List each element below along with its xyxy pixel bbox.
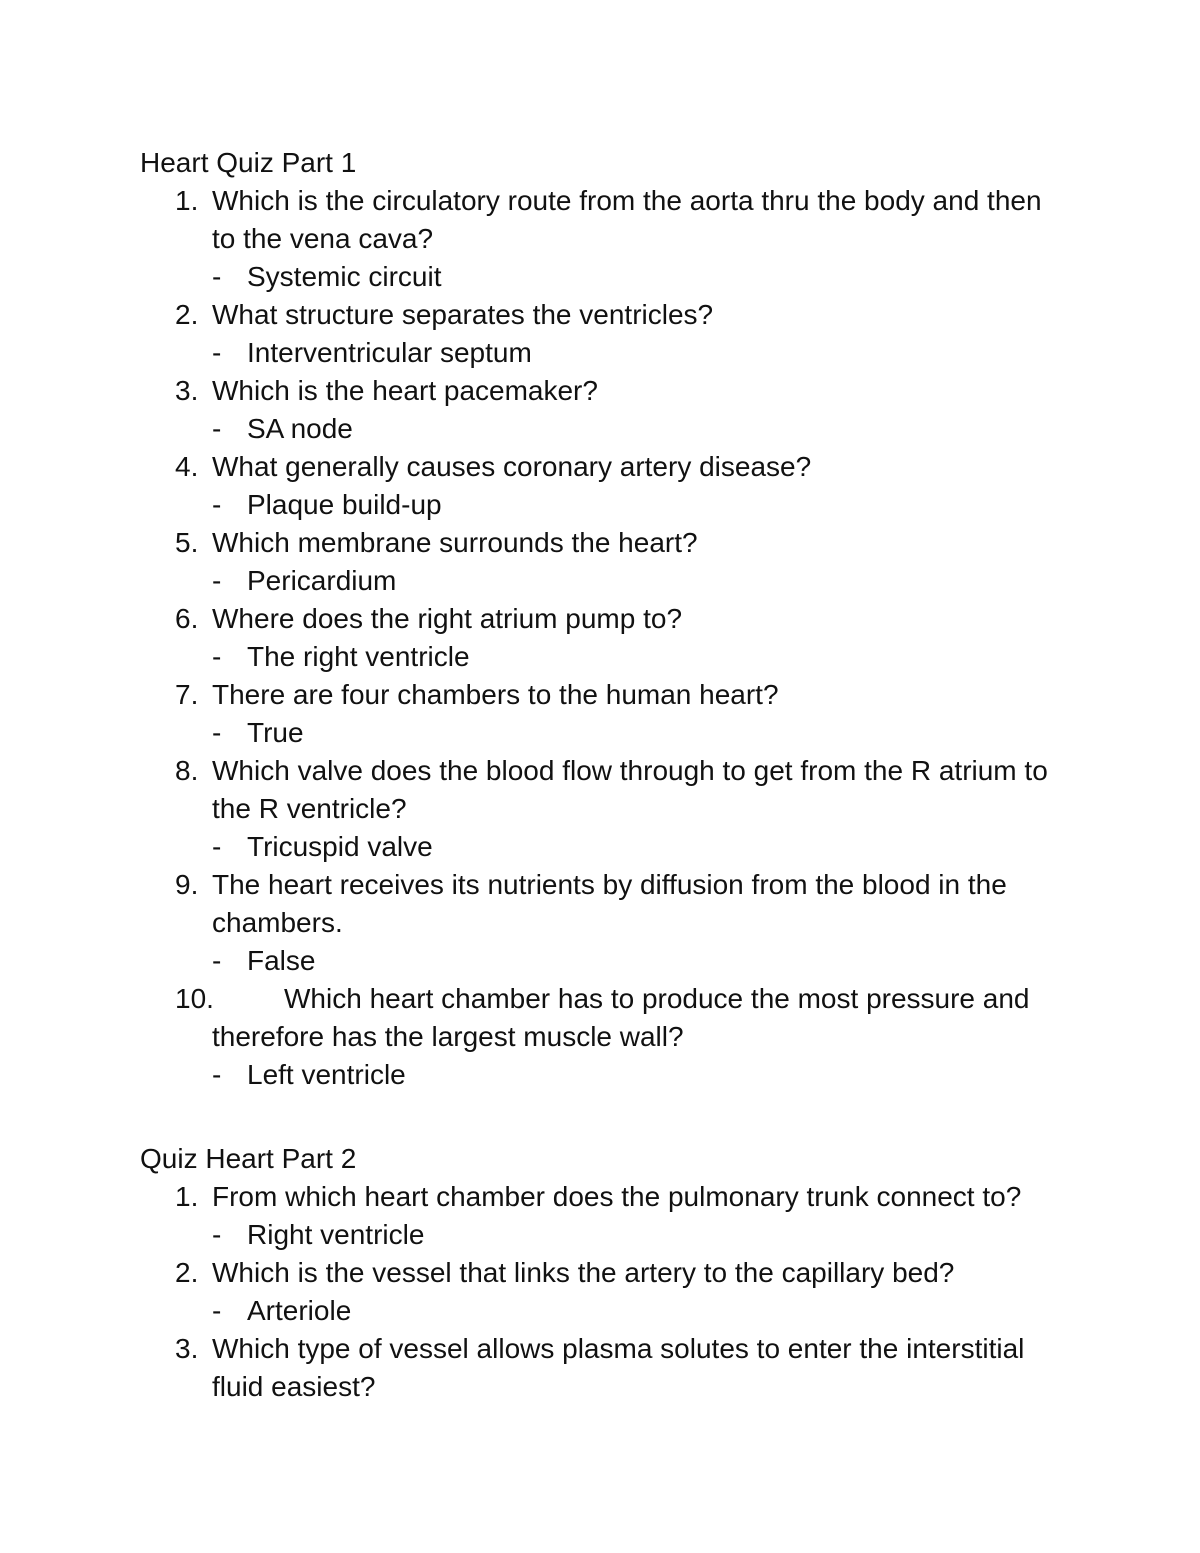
question-item [140, 372, 1060, 448]
answer-text: Left ventricle [247, 1059, 406, 1090]
answer-marker: - [212, 831, 222, 862]
question-number: 4. [175, 451, 199, 482]
answer-marker: - [212, 565, 222, 596]
question-number: 1. [175, 1181, 199, 1212]
question-item [140, 1178, 1060, 1254]
question-text: The heart receives its nutrients by diffusion from the blood in the chambers. [212, 869, 1007, 938]
answer-marker: - [212, 1219, 222, 1250]
question-number: 1. [175, 185, 199, 216]
question-number: 3. [175, 375, 199, 406]
question-item [140, 600, 1060, 676]
question-number: 10. [175, 983, 214, 1014]
question-text: Which type of vessel allows plasma solutes to enter the interstitial fluid easiest? [212, 1333, 1025, 1402]
question-number: 6. [175, 603, 199, 634]
answer-text: Plaque build-up [247, 489, 442, 520]
answer-text: The right ventricle [247, 641, 470, 672]
answer-text: False [247, 945, 316, 976]
answer-marker: - [212, 717, 222, 748]
answer-text: Interventricular septum [247, 337, 532, 368]
answer-text: Right ventricle [247, 1219, 425, 1250]
question-text: Which is the heart pacemaker? [212, 375, 598, 406]
answer-marker: - [212, 1059, 222, 1090]
question-item [140, 866, 1060, 980]
question-number: 5. [175, 527, 199, 558]
question-item [140, 1330, 1060, 1406]
question-number: 3. [175, 1333, 199, 1364]
answer-marker: - [212, 489, 222, 520]
answer-marker: - [212, 641, 222, 672]
answer-marker: - [212, 413, 222, 444]
answer-marker: - [212, 945, 222, 976]
answer-marker: - [212, 337, 222, 368]
quiz-part-1 [140, 144, 1060, 1094]
part-2-title: Quiz Heart Part 2 [140, 1143, 357, 1174]
question-item [140, 296, 1060, 372]
question-item [140, 182, 1060, 296]
question-item [140, 676, 1060, 752]
answer-text: True [247, 717, 304, 748]
answer-text: Arteriole [247, 1295, 352, 1326]
question-number: 2. [175, 299, 199, 330]
question-text: Which heart chamber has to produce the most pressure and therefore has the largest muscle wall? [212, 983, 1030, 1052]
question-item [140, 980, 1060, 1094]
quiz-part-2 [140, 1140, 1060, 1406]
answer-text: Tricuspid valve [247, 831, 433, 862]
question-text: From which heart chamber does the pulmonary trunk connect to? [212, 1181, 1022, 1212]
part-1-title: Heart Quiz Part 1 [140, 147, 357, 178]
answer-text: Pericardium [247, 565, 397, 596]
answer-text: SA node [247, 413, 353, 444]
question-number: 8. [175, 755, 199, 786]
question-text: What generally causes coronary artery disease? [212, 451, 812, 482]
part-2-question-list [140, 1178, 1060, 1406]
answer-text: Systemic circuit [247, 261, 442, 292]
question-text: Which is the circulatory route from the aorta thru the body and then to the vena cava? [212, 185, 1042, 254]
answer-marker: - [212, 1295, 222, 1326]
question-text: Which valve does the blood flow through to get from the R atrium to the R ventricle? [212, 755, 1048, 824]
question-text: Which is the vessel that links the artery to the capillary bed? [212, 1257, 955, 1288]
question-number: 2. [175, 1257, 199, 1288]
question-text: What structure separates the ventricles? [212, 299, 714, 330]
answer-marker: - [212, 261, 222, 292]
question-number: 7. [175, 679, 199, 710]
question-item [140, 1254, 1060, 1330]
question-item [140, 752, 1060, 866]
question-number: 9. [175, 869, 199, 900]
question-text: There are four chambers to the human heart? [212, 679, 779, 710]
part-1-question-list [140, 182, 1060, 1094]
question-text: Which membrane surrounds the heart? [212, 527, 698, 558]
question-text: Where does the right atrium pump to? [212, 603, 683, 634]
question-item [140, 448, 1060, 524]
question-item [140, 524, 1060, 600]
